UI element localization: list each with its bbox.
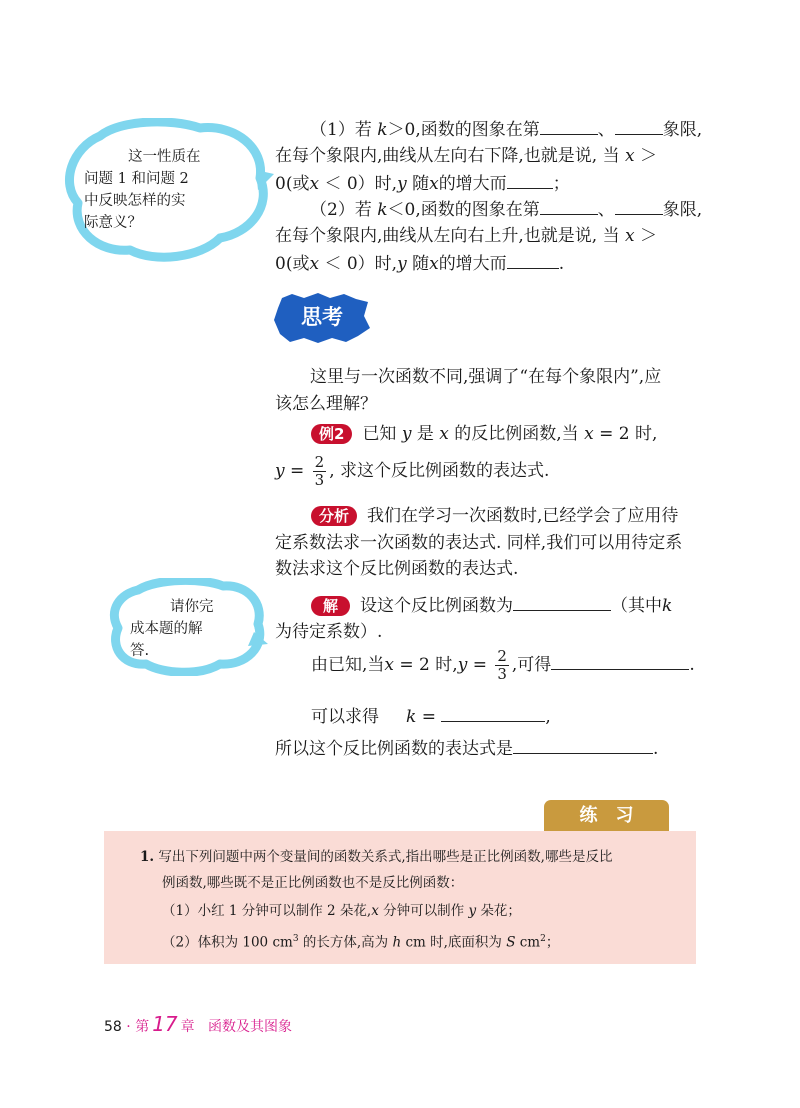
example2-badge: 例2 [311,424,352,444]
solution-line-5: 所以这个反比例函数的表达式是 . [275,735,658,762]
side-note-2: 请你完 成本题的解 答. [130,599,214,659]
chapter-title: 函数及其图象 [208,1019,292,1035]
solution-line-4: 可以求得 k = , [311,703,551,730]
side-note-1: 这一性质在 问题 1 和问题 2 中反映怎样的实 际意义？ [84,149,201,231]
practice-item-1-line-2: 例函数,哪些既不是正比例函数也不是反比例函数： [162,875,464,891]
page-footer: 58 · 第 17 章 函数及其图象 [104,1012,292,1036]
example2-fraction: $\frac{2}{3}$ [314,453,325,489]
practice-title: 练 习 [579,805,634,826]
think-line-1: 这里与一次函数不同,强调了“在每个象限内”,应 [310,367,662,387]
solution-line-3: 由已知,当x = 2 时,y = $\frac{2}{3}$ ,可得 . [311,647,695,683]
practice-sub-2: （2）体积为 100 $cm^3$ 的长方体,高为 h cm 时,底面积为 S $cm^2$； [162,934,560,951]
think-title: 思考 [301,305,343,329]
analysis-line-1: 分析 我们在学习一次函数时,已经学会了应用待 [311,503,678,529]
think-line-2: 该怎么理解？ [275,394,377,414]
practice-sub-1: （1）小红 1 分钟可以制作 2 朵花,x 分钟可以制作 y 朵花； [162,903,521,919]
practice-item-1-line-1: 1. 写出下列问题中两个变量间的函数关系式,指出哪些是正比例函数,哪些是反比 [140,849,613,865]
solution-badge: 解 [311,596,350,616]
example2-line-1: 例2 已知 y 是 x 的反比例函数,当 x = 2 时, [311,421,657,447]
solution-fraction: $\frac{2}{3}$ [497,647,507,683]
solution-line-1: 解 设这个反比例函数为 （其中k [311,592,672,619]
property-2-line-3: 0(或x ＜ 0）时,y 随x的增大而 . [275,250,564,277]
property-2-line-2: 在每个象限内,曲线从左向右上升,也就是说, 当 x ＞ [275,226,658,246]
property-1-line-2: 在每个象限内,曲线从左向右下降,也就是说, 当 x ＞ [275,146,658,166]
analysis-line-3: 数法求这个反比例函数的表达式. [275,559,519,579]
analysis-badge: 分析 [311,506,357,526]
property-1-line-3: 0(或x ＜ 0）时,y 随x的增大而 ； [275,170,570,197]
property-1-line-1: （1）若 k＞0,函数的图象在第 、 象限, [310,116,702,143]
page-number: 58 [104,1019,122,1035]
solution-line-2: 为待定系数）. [275,622,383,642]
chapter-label: 第 17 章 [135,1012,195,1036]
analysis-line-2: 定系数法求一次函数的表达式. 同样,我们可以用待定系 [275,533,683,553]
example2-line-2: y = $\frac{2}{3}$ , 求这个反比例函数的表达式. [275,453,550,489]
property-2-line-1: （2）若 k＜0,函数的图象在第 、 象限, [310,196,702,223]
